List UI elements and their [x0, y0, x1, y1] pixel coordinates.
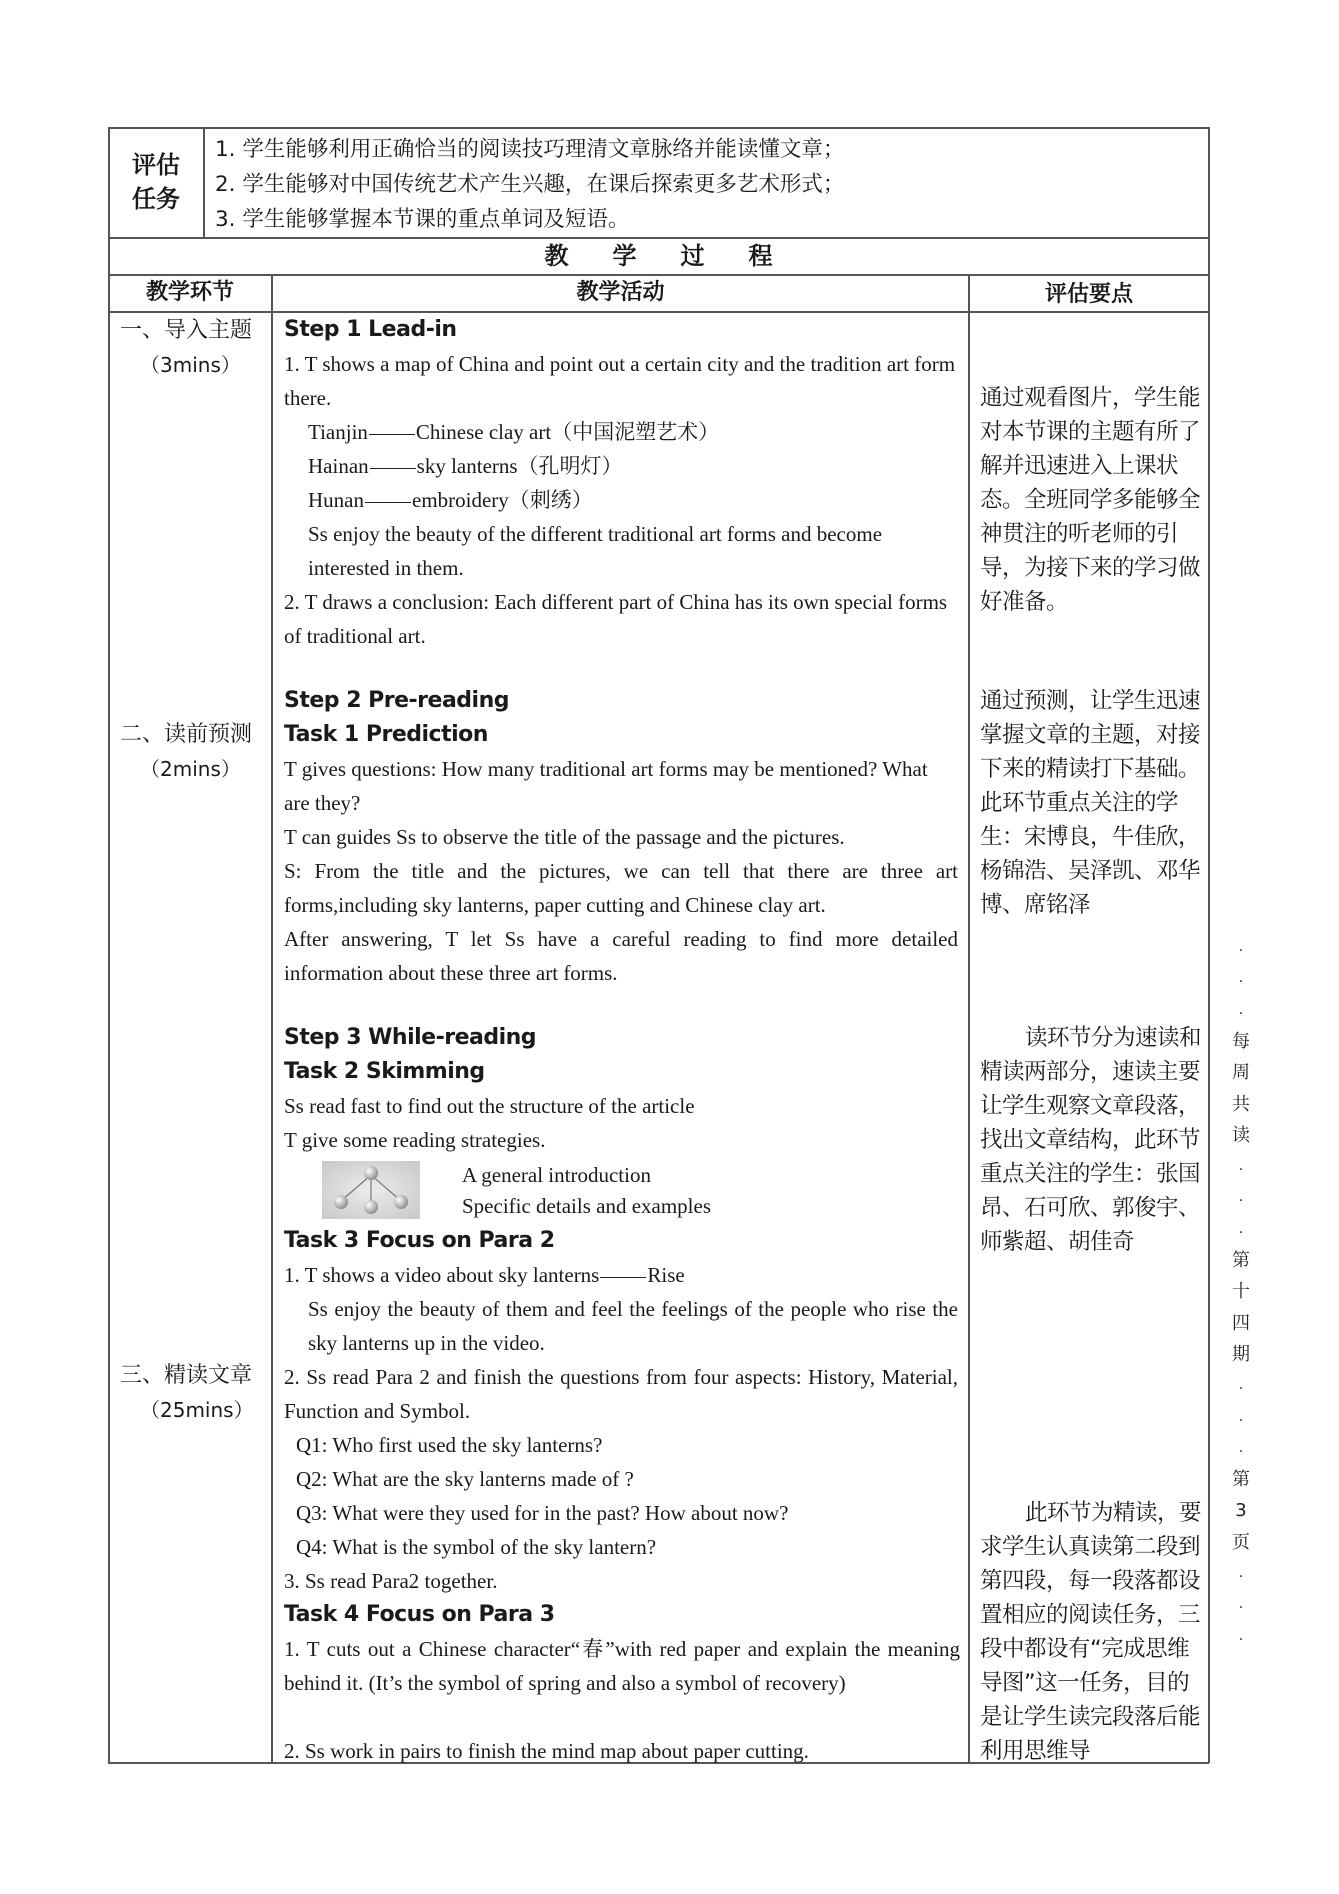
step3-q1: Q1: Who first used the sky lanterns?	[296, 1433, 603, 1457]
stage-3-time: （25mins）	[140, 1398, 254, 1422]
step1-enjoy: Ss enjoy the beauty of the different traditional art forms and become interested in them.	[308, 522, 883, 580]
step3-cut: 1. T cuts out a Chinese character“春”with red paper and explain the meaning behind it. (It’s the symbol of spring and also a symbol of recovery)	[284, 1637, 960, 1695]
margin-char: .	[1238, 1565, 1244, 1581]
eval-note-2: 通过预测，让学生迅速掌握文章的主题，对接下来的精读打下基础。此环节重点关注的学生：宋博良，牛佳欣，杨锦浩、吴泽凯、邓华博、席铭泽	[980, 688, 1201, 918]
step1-pair2: Hainan sky lanterns（孔明灯）	[308, 454, 623, 478]
step3-pairs: 2. Ss work in pairs to finish the mind map about paper cutting.	[284, 1739, 809, 1763]
col-header-activity: 教学活动	[576, 280, 665, 305]
diagram-label-2: Specific details and examples	[462, 1194, 711, 1218]
margin-char: 期	[1232, 1343, 1250, 1365]
step2-question: T gives questions: How many traditional art forms may be mentioned? What are they?	[284, 757, 928, 815]
margin-char: .	[1238, 1377, 1244, 1394]
step3-skim2: T give some reading strategies.	[284, 1128, 546, 1152]
col-header-stage: 教学环节	[145, 280, 234, 305]
step3-read3: 3. Ss read Para2 together.	[284, 1569, 498, 1593]
margin-char: .	[1238, 1627, 1244, 1644]
step3-heading: Step 3 While-reading	[284, 1025, 537, 1050]
step3-task2: Task 2 Skimming	[284, 1059, 485, 1084]
margin-char: .	[1238, 1158, 1244, 1175]
margin-char: 第	[1232, 1469, 1250, 1491]
step3-enjoy: Ss enjoy the beauty of them and feel the feelings of the people who rise the sky lanterns up in the video.	[308, 1297, 958, 1355]
stage-2-name: 二、读前预测	[120, 722, 253, 747]
step2-student: S: From the title and the pictures, we can tell that there are three art forms,including sky lanterns, paper cutting and Chinese clay art.	[284, 859, 958, 917]
margin-char: .	[1238, 1001, 1244, 1018]
assessment-item-1: 1. 学生能够利用正确恰当的阅读技巧理清文章脉络并能读懂文章；	[215, 137, 845, 162]
margin-char: 第	[1232, 1250, 1250, 1271]
step1-pair3: Hunan embroidery（刺绣）	[308, 488, 593, 512]
step3-q2: Q2: What are the sky lanterns made of ?	[296, 1467, 634, 1491]
col-header-eval: 评估要点	[1044, 282, 1133, 307]
margin-char: 页	[1232, 1531, 1250, 1553]
eval-note-3: 读环节分为速读和精读两部分，速读主要让学生观察文章段落，找出文章结构，此环节重点关注的学生：张国昂、石可欣、郭俊宇、师紫超、胡佳奇	[980, 1025, 1202, 1255]
eval-note-1: 通过观看图片，学生能对本节课的主题有所了解并迅速进入上课状态。全班同学多能够全神贯注的听老师的引导，为接下来的学习做好准备。	[980, 385, 1201, 615]
margin-char: 四	[1232, 1312, 1250, 1334]
step3-task3: Task 3 Focus on Para 2	[284, 1228, 555, 1253]
step1-pair1: Tianjin Chinese clay art（中国泥塑艺术）	[308, 420, 720, 444]
margin-char: .	[1238, 970, 1244, 987]
structure-diagram	[322, 1161, 420, 1219]
assessment-item-3: 3. 学生能够掌握本节课的重点单词及短语。	[215, 207, 630, 232]
margin-char: 周	[1232, 1062, 1250, 1084]
eval-note-4: 此环节为精读，要求学生认真读第二段到第四段，每一段落都设置相应的阅读任务，三段中都设有“完成思维导图”这一任务，目的是让学生读完段落后能利用思维导	[980, 1500, 1202, 1764]
margin-char: 读	[1232, 1124, 1250, 1146]
stage-3-name: 三、精读文章	[120, 1363, 253, 1388]
step3-read2: 2. Ss read Para 2 and finish the questions from four aspects: History, Material, Function and Symbol.	[284, 1365, 958, 1423]
step3-q3: Q3: What were they used for in the past? How about now?	[296, 1501, 789, 1525]
step2-heading: Step 2 Pre-reading	[284, 688, 509, 713]
step2-after: After answering, T let Ss have a careful reading to find more detailed information about these three art forms.	[284, 927, 958, 985]
margin-char: .	[1238, 939, 1244, 955]
margin-char: .	[1238, 1596, 1244, 1613]
margin-char: .	[1238, 1189, 1244, 1206]
stage-1-time: （3mins）	[140, 353, 241, 377]
diagram-label-1: A general introduction	[462, 1163, 651, 1187]
assessment-label: 评估任务	[132, 151, 180, 213]
margin-char: .	[1238, 1439, 1244, 1456]
margin-char: .	[1238, 1408, 1244, 1425]
margin-char: 共	[1232, 1093, 1250, 1115]
step3-task4: Task 4 Focus on Para 3	[284, 1602, 555, 1627]
margin-char: .	[1238, 1220, 1244, 1237]
stage-2-time: （2mins）	[140, 757, 241, 781]
step1-line1: 1. T shows a map of China and point out a certain city and the tradition art form there.	[284, 352, 956, 410]
step2-task1: Task 1 Prediction	[284, 722, 488, 747]
stage-1-name: 一、导入主题	[120, 318, 253, 343]
step3-video: 1. T shows a video about sky lanterns Rise	[284, 1263, 685, 1287]
margin-char: 3	[1235, 1500, 1247, 1522]
step1-heading: Step 1 Lead-in	[284, 317, 457, 342]
margin-char: 每	[1232, 1030, 1250, 1052]
step3-skim1: Ss read fast to find out the structure of the article	[284, 1094, 695, 1118]
step2-guide: T can guides Ss to observe the title of the passage and the pictures.	[284, 825, 845, 849]
assessment-item-2: 2. 学生能够对中国传统艺术产生兴趣，在课后探索更多艺术形式；	[215, 172, 845, 197]
step1-conclusion: 2. T draws a conclusion: Each different part of China has its own special forms of traditional art.	[284, 590, 948, 648]
margin-char: 十	[1232, 1281, 1250, 1303]
tree-diagram-icon	[322, 1161, 420, 1219]
process-title: 教学过程	[544, 242, 817, 270]
step3-q4: Q4: What is the symbol of the sky lantern?	[296, 1535, 657, 1559]
